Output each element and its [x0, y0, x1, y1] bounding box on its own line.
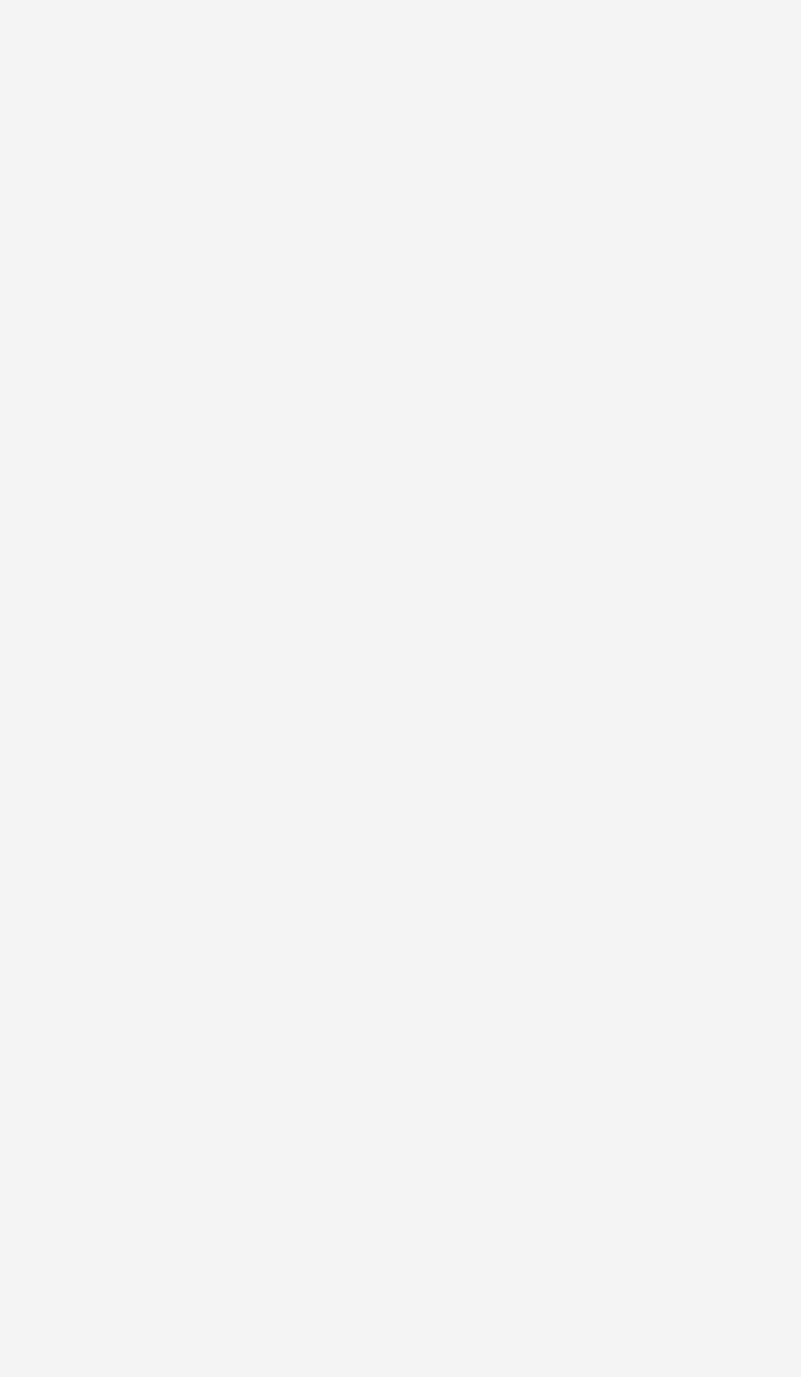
revenue-table [340, 40, 770, 1350]
rotated-page [40, 40, 770, 1350]
summary-block [40, 40, 325, 1350]
